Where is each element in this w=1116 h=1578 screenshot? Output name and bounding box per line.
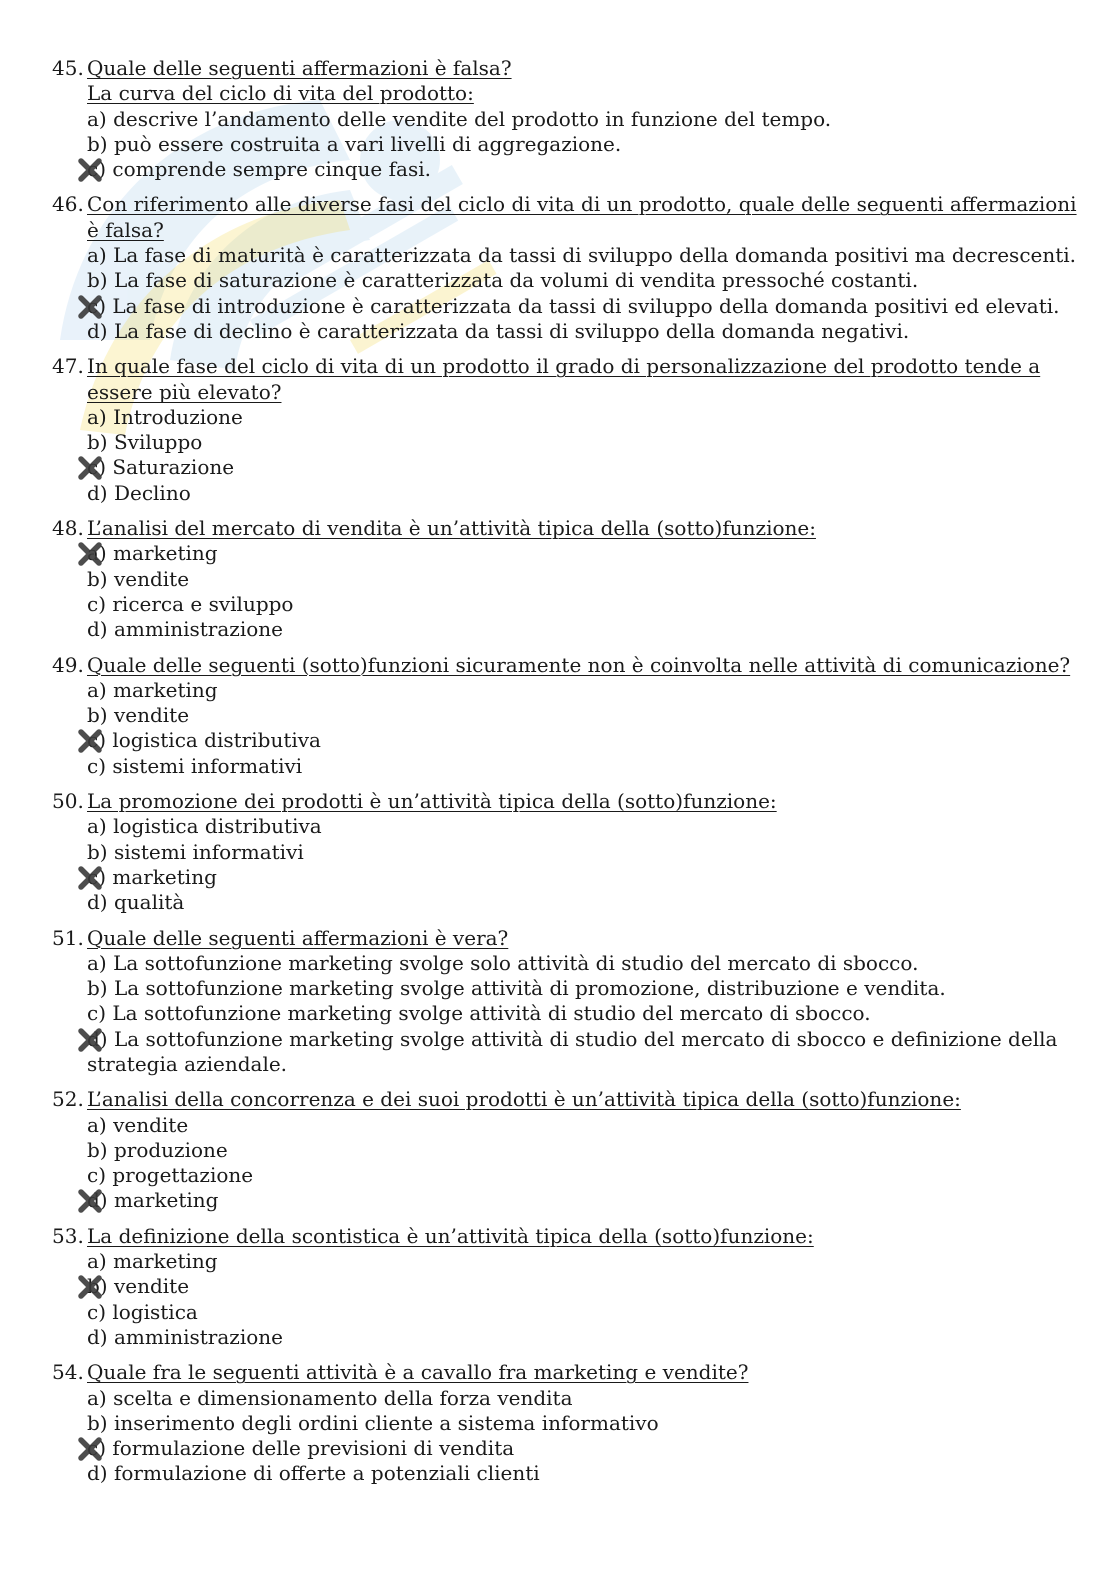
answer-option xyxy=(52,157,1082,182)
answer-option xyxy=(52,617,1082,642)
question-header xyxy=(52,653,1082,678)
question-text: L’analisi del mercato di vendita è un’attività tipica della (sotto)funzione: xyxy=(87,516,816,541)
answer-option-label: c) Saturazione xyxy=(87,455,235,480)
answer-option xyxy=(52,1461,1082,1486)
question-text: Quale fra le seguenti attività è a cavallo fra marketing e vendite? xyxy=(87,1360,749,1385)
answer-option xyxy=(52,976,1082,1001)
answer-option xyxy=(52,840,1082,865)
question-number: 47. xyxy=(52,354,84,379)
answer-option-label: a) descrive l’andamento delle vendite del prodotto in funzione del tempo. xyxy=(87,106,832,131)
checked-x-mark-icon xyxy=(77,729,103,753)
answer-option xyxy=(52,678,1082,703)
question-subtext: La curva del ciclo di vita del prodotto: xyxy=(87,81,474,106)
answer-option-label: a) scelta e dimensionamento della forza vendita xyxy=(87,1385,573,1410)
answer-option xyxy=(52,132,1082,157)
answer-option-label: a) marketing xyxy=(87,677,218,702)
answer-option xyxy=(52,1001,1082,1026)
question-subtext-row xyxy=(52,81,1082,106)
answer-option-label: b) La sottofunzione marketing svolge attività di promozione, distribuzione e vendita. xyxy=(87,976,946,1001)
question-54 xyxy=(52,1360,1082,1486)
answer-option-label: d) amministrazione xyxy=(87,1324,283,1349)
question-number: 54. xyxy=(52,1360,84,1385)
answer-option-label: d) Declino xyxy=(87,480,191,505)
answer-option xyxy=(52,107,1082,132)
answer-option xyxy=(52,1113,1082,1138)
answer-option-label: c) La fase di introduzione è caratterizzata da tassi di sviluppo della domanda positivi ed elevati. xyxy=(87,293,1060,318)
question-text: Quale delle seguenti (sotto)funzioni sicuramente non è coinvolta nelle attività di comunicazione? xyxy=(87,652,1071,677)
question-text: Con riferimento alle diverse fasi del ciclo di vita di un prodotto, quale delle seguenti affermazioni è falsa? xyxy=(87,192,1077,242)
answer-option xyxy=(52,1386,1082,1411)
answer-option-label: a) marketing xyxy=(87,1249,218,1274)
answer-option-label: c) formulazione delle previsioni di vendita xyxy=(87,1436,515,1461)
checked-x-mark-icon xyxy=(77,866,103,890)
question-header xyxy=(52,789,1082,814)
question-header xyxy=(52,926,1082,951)
answer-option-label: d) formulazione di offerte a potenziali clienti xyxy=(87,1461,540,1486)
answer-option-label: b) inserimento degli ordini cliente a sistema informativo xyxy=(87,1410,659,1435)
question-number: 53. xyxy=(52,1223,84,1248)
answer-option-label: c) logistica distributiva xyxy=(87,728,321,753)
question-53 xyxy=(52,1224,1082,1350)
answer-option xyxy=(52,1411,1082,1436)
answer-option xyxy=(52,1249,1082,1274)
answer-option xyxy=(52,481,1082,506)
answer-option-label: a) marketing xyxy=(87,541,218,566)
answer-option-label: a) vendite xyxy=(87,1112,189,1137)
checked-x-mark-icon xyxy=(77,1275,103,1299)
answer-option xyxy=(52,455,1082,480)
answer-option xyxy=(52,1325,1082,1350)
question-text: La promozione dei prodotti è un’attività tipica della (sotto)funzione: xyxy=(87,789,777,814)
answer-option-label: c) logistica xyxy=(87,1299,198,1324)
answer-option-label: b) produzione xyxy=(87,1137,228,1162)
question-header xyxy=(52,56,1082,81)
answer-option-label: b) sistemi informativi xyxy=(87,839,304,864)
answer-option xyxy=(52,319,1082,344)
question-text: Quale delle seguenti affermazioni è vera? xyxy=(87,925,509,950)
checked-x-mark-icon xyxy=(77,456,103,480)
question-text: L’analisi della concorrenza e dei suoi prodotti è un’attività tipica della (sotto)funzione: xyxy=(87,1087,961,1112)
answer-option xyxy=(52,1274,1082,1299)
checked-x-mark-icon xyxy=(77,1437,103,1461)
answer-option-label: b) vendite xyxy=(87,1274,190,1299)
answer-option-label: b) vendite xyxy=(87,566,190,591)
answer-option xyxy=(52,951,1082,976)
answer-option xyxy=(52,294,1082,319)
question-text: La definizione della scontistica è un’attività tipica della (sotto)funzione: xyxy=(87,1223,814,1248)
question-header xyxy=(52,354,1082,405)
answer-option xyxy=(52,430,1082,455)
question-header xyxy=(52,192,1082,243)
answer-option-label: a) Introduzione xyxy=(87,404,243,429)
answer-option xyxy=(52,1163,1082,1188)
question-45 xyxy=(52,56,1082,182)
answer-option xyxy=(52,541,1082,566)
answer-option-label: a) La fase di maturità è caratterizzata da tassi di sviluppo della domanda positivi ma decrescenti. xyxy=(87,243,1077,268)
question-number: 49. xyxy=(52,652,84,677)
checked-x-mark-icon xyxy=(77,542,103,566)
checked-x-mark-icon xyxy=(77,1189,103,1213)
question-52 xyxy=(52,1087,1082,1213)
answer-option-label: d) La sottofunzione marketing svolge attività di studio del mercato di sbocco e definizione della strategia aziendale. xyxy=(87,1026,1058,1076)
answer-option xyxy=(52,567,1082,592)
answer-option-label: c) marketing xyxy=(87,864,217,889)
question-47 xyxy=(52,354,1082,506)
question-number: 51. xyxy=(52,925,84,950)
answer-option xyxy=(52,1300,1082,1325)
answer-option-label: c) progettazione xyxy=(87,1163,254,1188)
answer-option xyxy=(52,243,1082,268)
answer-option xyxy=(52,890,1082,915)
answer-option-label: c) La sottofunzione marketing svolge attività di studio del mercato di sbocco. xyxy=(87,1001,871,1026)
question-number: 48. xyxy=(52,516,84,541)
question-text: Quale delle seguenti affermazioni è falsa? xyxy=(87,56,512,80)
answer-option-label: a) La sottofunzione marketing svolge solo attività di studio del mercato di sbocco. xyxy=(87,950,919,975)
answer-option-label: d) La fase di declino è caratterizzata da tassi di sviluppo della domanda negativi. xyxy=(87,318,910,343)
checked-x-mark-icon xyxy=(77,158,103,182)
checked-x-mark-icon xyxy=(77,295,103,319)
answer-option xyxy=(52,592,1082,617)
question-header xyxy=(52,1224,1082,1249)
answer-option-label: d) amministrazione xyxy=(87,617,283,642)
answer-option-label: d) marketing xyxy=(87,1188,219,1213)
question-number: 52. xyxy=(52,1087,84,1112)
question-51 xyxy=(52,926,1082,1078)
question-48 xyxy=(52,516,1082,642)
answer-option-label: c) comprende sempre cinque fasi. xyxy=(87,157,431,182)
answer-option xyxy=(52,268,1082,293)
question-header xyxy=(52,1360,1082,1385)
answer-option-label: c) sistemi informativi xyxy=(87,753,303,778)
question-49 xyxy=(52,653,1082,779)
answer-option xyxy=(52,1027,1082,1078)
answer-option xyxy=(52,1188,1082,1213)
answer-option-label: b) Sviluppo xyxy=(87,430,203,455)
answer-option xyxy=(52,814,1082,839)
question-46 xyxy=(52,192,1082,344)
answer-option xyxy=(52,754,1082,779)
answer-option xyxy=(52,865,1082,890)
question-header xyxy=(52,516,1082,541)
question-text: In quale fase del ciclo di vita di un prodotto il grado di personalizzazione del prodotto tende a essere più elevato? xyxy=(87,354,1041,404)
answer-option xyxy=(52,728,1082,753)
question-number: 46. xyxy=(52,192,84,217)
answer-option-label: a) logistica distributiva xyxy=(87,814,322,839)
answer-option-label: b) La fase di saturazione è caratterizzata da volumi di vendita pressoché costanti. xyxy=(87,268,919,293)
quiz-document xyxy=(52,56,1082,1497)
question-number: 50. xyxy=(52,789,84,814)
checked-x-mark-icon xyxy=(77,1028,103,1052)
answer-option-label: b) vendite xyxy=(87,703,190,728)
question-header xyxy=(52,1087,1082,1112)
answer-option-label: b) può essere costruita a vari livelli di aggregazione. xyxy=(87,131,622,156)
answer-option xyxy=(52,703,1082,728)
answer-option xyxy=(52,1436,1082,1461)
answer-option-label: c) ricerca e sviluppo xyxy=(87,591,294,616)
answer-option xyxy=(52,405,1082,430)
answer-option-label: d) qualità xyxy=(87,890,185,915)
question-50 xyxy=(52,789,1082,915)
answer-option xyxy=(52,1138,1082,1163)
question-number: 45. xyxy=(52,56,84,80)
